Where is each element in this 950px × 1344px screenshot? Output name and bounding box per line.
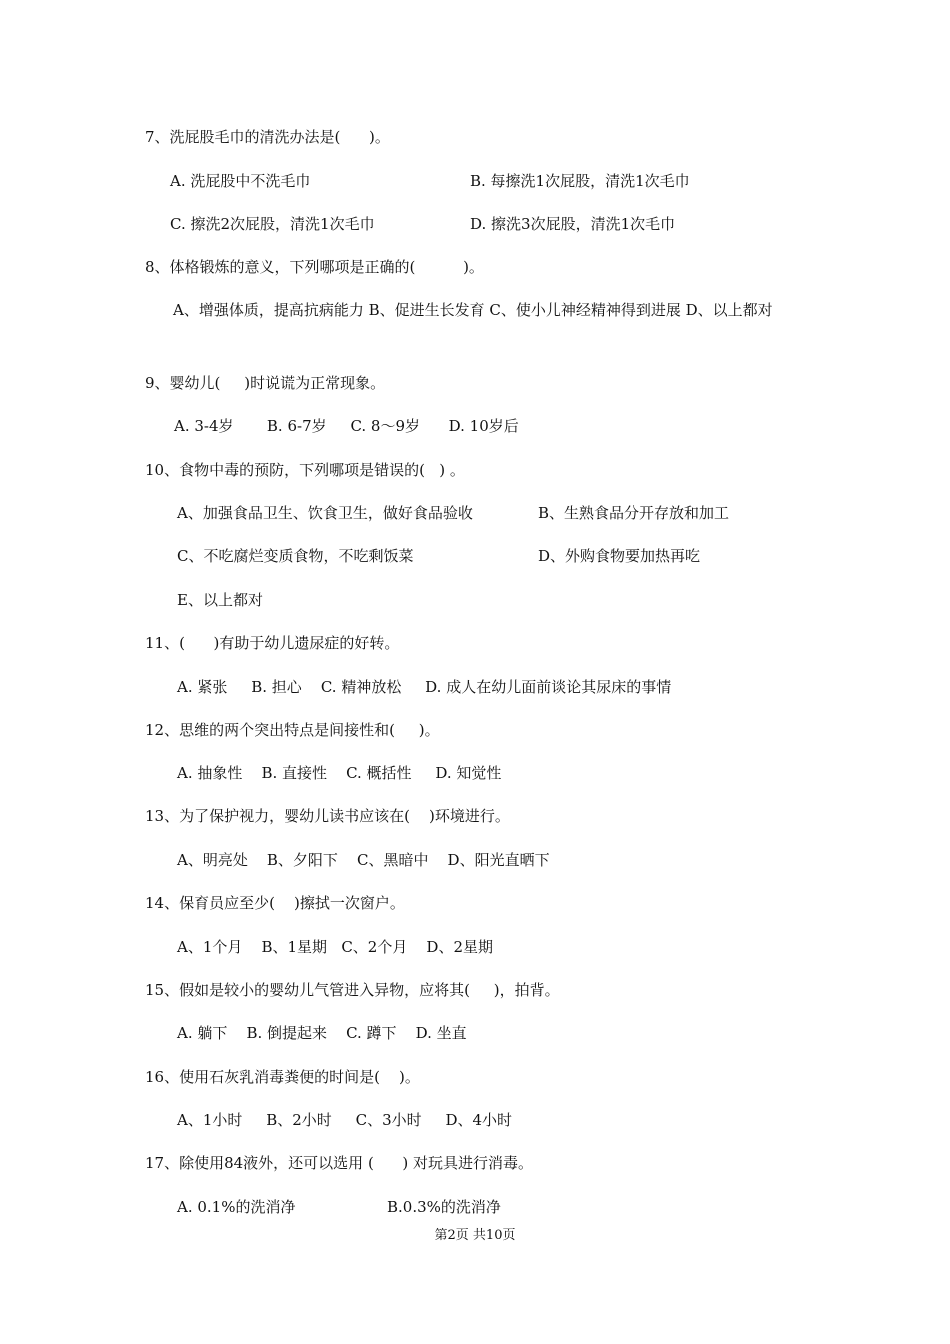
question-16-options: A、1小时 B、2小时 C、3小时 D、4小时 bbox=[177, 1111, 513, 1129]
question-10-option-a: A、加强食品卫生、饮食卫生，做好食品验收 bbox=[177, 504, 473, 522]
question-7-option-d: D. 擦洗3次屁股，清洗1次毛巾 bbox=[470, 215, 676, 233]
question-11-stem: 11、( )有助于幼儿遗尿症的好转。 bbox=[145, 634, 400, 652]
question-15-options: A. 躺下 B. 倒提起来 C. 蹲下 D. 坐直 bbox=[177, 1024, 467, 1042]
question-11-options: A. 紧张 B. 担心 C. 精神放松 D. 成人在幼儿面前谈论其尿床的事情 bbox=[177, 678, 672, 696]
question-13-stem: 13、为了保护视力，婴幼儿读书应该在( )环境进行。 bbox=[145, 807, 510, 825]
question-7-option-a: A. 洗屁股中不洗毛巾 bbox=[170, 172, 311, 190]
question-17-stem: 17、除使用84液外，还可以选用 ( ) 对玩具进行消毒。 bbox=[145, 1154, 534, 1172]
question-8-options: A、增强体质，提高抗病能力 B、促进生长发育 C、使小儿神经精神得到进展 D、以上都对 bbox=[173, 301, 773, 319]
question-9-stem: 9、婴幼儿( )时说谎为正常现象。 bbox=[145, 374, 386, 392]
question-17-option-b: B.0.3%的洗消净 bbox=[387, 1198, 501, 1216]
question-13-options: A、明亮处 B、夕阳下 C、黑暗中 D、阳光直晒下 bbox=[177, 851, 550, 869]
question-10-option-d: D、外购食物要加热再吃 bbox=[538, 547, 701, 565]
question-12-stem: 12、思维的两个突出特点是间接性和( )。 bbox=[145, 721, 440, 739]
question-14-options: A、1个月 B、1星期 C、2个月 D、2星期 bbox=[177, 938, 493, 956]
question-12-options: A. 抽象性 B. 直接性 C. 概括性 D. 知觉性 bbox=[177, 764, 502, 782]
question-10-option-b: B、生熟食品分开存放和加工 bbox=[538, 504, 730, 522]
page-footer: 第2页 共10页 bbox=[434, 1228, 516, 1243]
question-9-options: A. 3-4岁 B. 6-7岁 C. 8～9岁 D. 10岁后 bbox=[174, 417, 519, 435]
question-14-stem: 14、保育员应至少( )擦拭一次窗户。 bbox=[145, 894, 405, 912]
question-17-option-a: A. 0.1%的洗消净 bbox=[177, 1198, 296, 1216]
question-7-stem: 7、洗屁股毛巾的清洗办法是( )。 bbox=[145, 128, 390, 146]
question-7-option-c: C. 擦洗2次屁股，清洗1次毛巾 bbox=[170, 215, 375, 233]
question-7-option-b: B. 每擦洗1次屁股，清洗1次毛巾 bbox=[470, 172, 690, 190]
question-10-stem: 10、食物中毒的预防，下列哪项是错误的( ) 。 bbox=[145, 461, 465, 479]
question-8-stem: 8、体格锻炼的意义，下列哪项是正确的( )。 bbox=[145, 258, 484, 276]
question-16-stem: 16、使用石灰乳消毒粪便的时间是( )。 bbox=[145, 1068, 420, 1086]
question-15-stem: 15、假如是较小的婴幼儿气管进入异物，应将其( )，拍背。 bbox=[145, 981, 560, 999]
question-10-option-e: E、以上都对 bbox=[177, 591, 263, 609]
question-10-option-c: C、不吃腐烂变质食物，不吃剩饭菜 bbox=[177, 547, 414, 565]
